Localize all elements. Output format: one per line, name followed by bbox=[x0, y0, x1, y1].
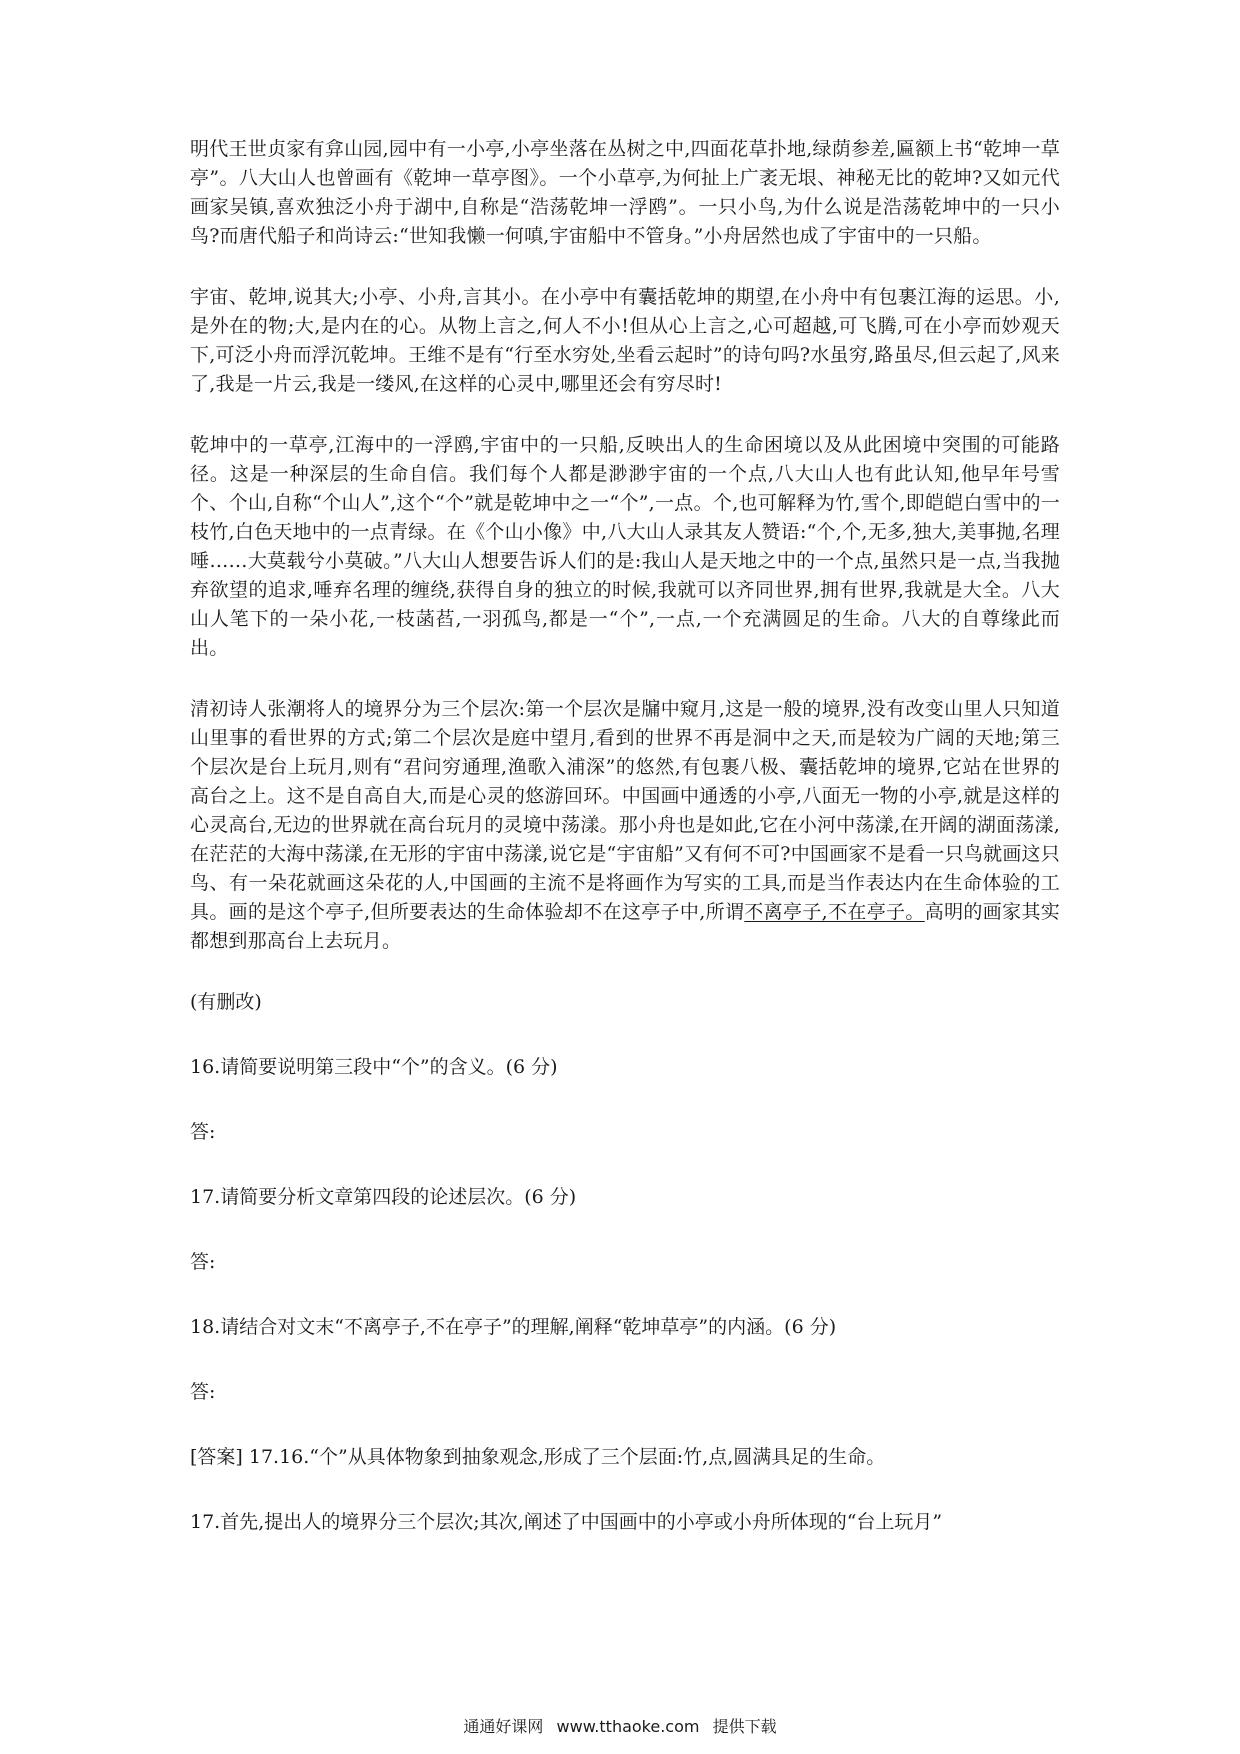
answer-key-2: 17.首先,提出人的境界分三个层次;其次,阐述了中国画中的小亭或小舟所体现的“台上玩月” bbox=[190, 1511, 943, 1533]
answer-key-1: [答案] 17.16.“个”从具体物象到抽象观念,形成了三个层面:竹,点,圆满具足的生命。 bbox=[190, 1446, 886, 1468]
footer-url[interactable]: www.tthaoke.com bbox=[556, 1717, 700, 1736]
paragraph-2: 宇宙、乾坤,说其大;小亭、小舟,言其小。在小亭中有囊括乾坤的期望,在小舟中有包裹江海的运思。小,是外在的物;大,是内在的心。从物上言之,何人不小!但从心上言之,心可超越,可飞腾,可在小亭而妙观天下,可泛小舟而浮沉乾坤。王维不是有“行至水穷处,坐看云起时”的诗句吗?水虽穷,路虽尽,但云起了,风来了,我是一片云,我是一缕风,在这样的心灵中,哪里还会有穷尽时! bbox=[190, 286, 1060, 395]
answer-label-17: 答: bbox=[190, 1251, 216, 1273]
paragraph-4-end: 高明的画家其实都想到那高台上去玩月。 bbox=[190, 901, 1060, 952]
paragraph-4 bbox=[190, 695, 1060, 956]
footer-suffix: 提供下载 bbox=[712, 1717, 777, 1736]
edit-note: (有删改) bbox=[190, 991, 262, 1013]
question-17: 17.请简要分析文章第四段的论述层次。(6 分) bbox=[190, 1186, 577, 1208]
paragraph-1: 明代王世贞家有弇山园,园中有一小亭,小亭坐落在丛树之中,四面花草扑地,绿荫参差,匾额上书“乾坤一草亭”。八大山人也曾画有《乾坤一草亭图》。一个小草亭,为何扯上广袤无垠、神秘无比的乾坤?又如元代画家吴镇,喜欢独泛小舟于湖中,自称是“浩荡乾坤一浮鸥”。一只小鸟,为什么说是浩荡乾坤中的一只小鸟?而唐代船子和尚诗云:“世知我懒一何嗔,宇宙船中不管身。”小舟居然也成了宇宙中的一只船。 bbox=[190, 138, 1060, 247]
question-16: 16.请简要说明第三段中“个”的含义。(6 分) bbox=[190, 1056, 558, 1078]
question-18: 18.请结合对文末“不离亭子,不在亭子”的理解,阐释“乾坤草亭”的内涵。(6 分) bbox=[190, 1316, 837, 1338]
answer-label-18: 答: bbox=[190, 1381, 216, 1403]
document-body bbox=[190, 135, 1060, 1573]
paragraph-3: 乾坤中的一草亭,江海中的一浮鸥,宇宙中的一只船,反映出人的生命困境以及从此困境中突围的可能路径。这是一种深层的生命自信。我们每个人都是渺渺宇宙的一个点,八大山人也有此认知,他早年号雪个、个山,自称“个山人”,这个“个”就是乾坤中之一“个”,一点。个,也可解释为竹,雪个,即皑皑白雪中的一枝竹,白色天地中的一点青绿。在《个山小像》中,八大山人录其友人赞语:“个,个,无多,独大,美事抛,名理唾……大莫载兮小莫破。”八大山人想要告诉人们的是:我山人是天地之中的一个点,虽然只是一点,当我抛弃欲望的追求,唾弃名理的缠绕,获得自身的独立的时候,我就可以齐同世界,拥有世界,我就是大全。八大山人笔下的一朵小花,一枝菡萏,一羽孤鸟,都是一“个”,一点,一个充满圆足的生命。八大的自尊缘此而出。 bbox=[190, 434, 1060, 659]
underlined-phrase: 不离亭子,不在亭子。 bbox=[744, 901, 925, 923]
answer-label-16: 答: bbox=[190, 1121, 216, 1143]
page-footer bbox=[0, 1714, 1240, 1737]
paragraph-4-text: 清初诗人张潮将人的境界分为三个层次:第一个层次是牖中窥月,这是一般的境界,没有改变山里人只知道山里事的看世界的方式;第二个层次是庭中望月,看到的世界不再是洞中之天,而是较为广阔的天地;第三个层次是台上玩月,则有“君问穷通理,渔歌入浦深”的悠然,有包裹八极、囊括乾坤的境界,它站在世界的高台之上。这不是自高自大,而是心灵的悠游回环。中国画中通透的小亭,八面无一物的小亭,就是这样的心灵高台,无边的世界就在高台玩月的灵境中荡漾。那小舟也是如此,它在小河中荡漾,在开阔的湖面荡漾,在茫茫的大海中荡漾,在无形的宇宙中荡漾,说它是“宇宙船”又有何不可?中国画家不是看一只鸟就画这只鸟、有一朵花就画这朵花的人,中国画的主流不是将画作为写实的工具,而是当作表达内在生命体验的工具。画的是这个亭子,但所要表达的生命体验却不在这亭子中,所谓 bbox=[190, 698, 1060, 923]
footer-site-name: 通通好课网 bbox=[463, 1717, 544, 1736]
